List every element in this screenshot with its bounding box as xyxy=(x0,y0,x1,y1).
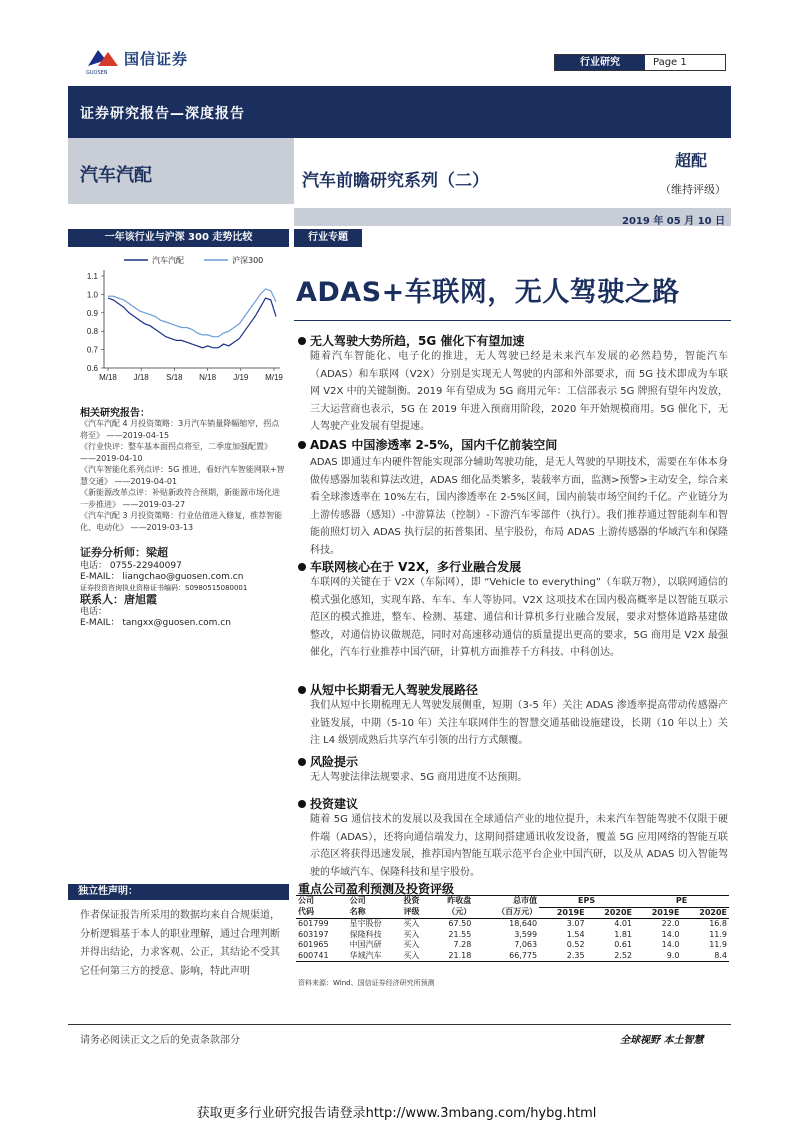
x-tick-label: N/18 xyxy=(199,373,217,382)
table-header-cell: 2020E xyxy=(604,907,633,917)
y-tick-label: 1.0 xyxy=(86,290,98,300)
download-link[interactable]: 获取更多行业研究报告请登录http://www.3mbang.com/hybg.html xyxy=(196,1106,597,1121)
related-item[interactable]: 《汽车汽配 4 月投资策略：3月汽车销量降幅缩窄，拐点将至》 ——2019-04-15 xyxy=(80,419,280,440)
report-tag: 行业专题 xyxy=(294,229,362,247)
table-header-cell: （百万元） xyxy=(497,907,538,917)
related-heading: 相关研究报告： xyxy=(80,408,150,419)
forecast-table xyxy=(296,895,729,962)
x-tick-label: J/19 xyxy=(233,373,249,382)
report-type-title: 证券研究报告—深度报告 xyxy=(80,106,245,122)
table-cell: 星宇股份 xyxy=(349,919,382,928)
table-cell: 买入 xyxy=(403,950,420,960)
bullet-icon xyxy=(298,337,306,345)
bullet-icon xyxy=(298,563,306,571)
table-row xyxy=(296,940,729,951)
series-title: 汽车前瞻研究系列（二） xyxy=(302,171,489,191)
section-text-5: 无人驾驶法律法规要求、5G 商用进度不达预期。 xyxy=(310,772,528,783)
bullet-icon xyxy=(298,800,306,808)
analyst-name: 证券分析师：梁超 xyxy=(80,546,168,559)
table-cell: 22.0 xyxy=(661,919,680,928)
table-header-row xyxy=(296,896,729,908)
header-category-box xyxy=(554,54,726,71)
sector-title: 汽车汽配 xyxy=(80,165,152,186)
table-cell: 18,640 xyxy=(509,919,538,928)
declaration-text: 作者保证报告所采用的数据均来自合规渠道，分析逻辑基于本人的职业理解，通过合理判断并得出结论，力求客观、公正，其结论不受其它任何第三方的授意、影响，特此声明 xyxy=(80,910,280,977)
x-tick-label: J/18 xyxy=(133,373,149,382)
table-header-cell: 2020E xyxy=(699,907,727,917)
x-tick-label: M/19 xyxy=(265,373,283,382)
legend-label: 汽车汽配 xyxy=(152,256,184,265)
table-header-cell: PE xyxy=(634,896,729,908)
table-cell: 601965 xyxy=(298,940,329,949)
section-heading-text: 从短中长期看无人驾驶发展路径 xyxy=(310,683,479,697)
table-cell: 中国汽研 xyxy=(349,940,382,949)
header-category: 行业研究 xyxy=(555,55,645,70)
table-cell: 66,775 xyxy=(509,950,538,960)
contact-name: 联系人：唐旭霞 xyxy=(80,593,157,606)
y-tick-label: 0.9 xyxy=(86,308,98,318)
section-text-1: 随着汽车智能化、电子化的推进，无人驾驶已经是未来汽车发展的必然趋势，智能汽车（ADAS）和车联网（V2X）分别是实现无人驾驶的内部和外部要求，而 5G 技术即成为车联网 V2X 中的关键制衡。2019 年有望成为 5G 商用元年：工信部表示 5G 牌照有望年内发放，三大运营商也表示，5G 在 2019 年进入预商用阶段，2020 年开始规模商用。5G 催化下，无人驾驶产业发展有望提速。 xyxy=(310,351,728,432)
table-cell: 保隆科技 xyxy=(349,929,382,939)
table-header-cell: 名称 xyxy=(349,907,366,917)
table-header-cell: 代码 xyxy=(298,907,314,917)
section-heading-text: ADAS 中国渗透率 2-5%，国内千亿前装空间 xyxy=(310,438,558,452)
series-line-1 xyxy=(108,298,276,348)
table-cell: 11.9 xyxy=(709,940,727,949)
section-heading-2 xyxy=(298,436,557,453)
declaration-heading: 独立性声明： xyxy=(68,884,289,900)
related-item[interactable]: 《汽车汽配 3 月投资策略：行业估值进入修复，推荐智能化、电动化》 ——2019-03-13 xyxy=(80,511,283,532)
section-heading-6 xyxy=(298,795,358,812)
guosen-logo-icon xyxy=(86,46,120,68)
analyst-cert: 证券投资咨询执业资格证书编码：S0980515080001 xyxy=(80,584,248,592)
table-cell: 3,599 xyxy=(514,929,538,939)
contact-email[interactable]: E-MAIL： tangxx@guosen.com.cn xyxy=(80,618,231,628)
legend-label: 沪深300 xyxy=(232,256,264,265)
table-cell: 0.52 xyxy=(566,940,585,949)
footer-disclaimer: 请务必阅读正文之后的免责条款部分 xyxy=(80,1035,240,1046)
table-row xyxy=(296,930,729,941)
series-line-2 xyxy=(108,289,276,337)
table-source: 资料来源：Wind、国信证券经济研究所预测 xyxy=(298,979,435,987)
table-cell: 603197 xyxy=(298,929,329,939)
trend-chart xyxy=(74,250,286,390)
table-header-row xyxy=(296,907,729,919)
logo-en-text: GUOSEN xyxy=(86,70,108,76)
x-tick-label: M/18 xyxy=(99,373,117,382)
page-number: Page 1 xyxy=(653,57,687,68)
table-header-cell: EPS xyxy=(539,896,634,908)
table-cell: 600741 xyxy=(298,950,329,960)
table-cell: 3.07 xyxy=(566,919,585,928)
table-cell: 0.61 xyxy=(614,940,633,949)
table-header-cell: 评级 xyxy=(403,907,420,917)
y-tick-label: 1.1 xyxy=(86,272,98,281)
y-tick-label: 0.6 xyxy=(86,364,98,373)
section-heading-text: 投资建议 xyxy=(310,797,359,811)
table-header-cell: 公司 xyxy=(349,896,366,906)
report-date: 2019 年 05 月 10 日 xyxy=(622,216,726,227)
rating-main: 超配 xyxy=(675,151,708,170)
table-header-cell: 2019E xyxy=(556,907,585,917)
related-item[interactable]: 《汽车智能化系列点评：5G 推进，看好汽车智能网联+智慧交通》 ——2019-04-01 xyxy=(80,465,285,486)
table-cell: 7,063 xyxy=(514,940,538,949)
table-cell: 买入 xyxy=(403,940,420,949)
table-header-cell: 2019E xyxy=(651,907,680,917)
section-heading-3 xyxy=(298,558,521,575)
table-cell: 14.0 xyxy=(661,929,680,939)
table-cell: 11.9 xyxy=(709,929,727,939)
bullet-icon xyxy=(298,441,306,449)
table-header-cell: 昨收盘 xyxy=(447,896,472,906)
table-cell: 14.0 xyxy=(661,940,680,949)
table-header-cell: 总市值 xyxy=(513,896,538,906)
section-text-2: ADAS 即通过车内硬件智能实现部分辅助驾驶功能，是无人驾驶的早期技术，需要在车体本身做传感器加装和算法改进，ADAS 细化品类繁多，装载率方面，监测>预警>主动安全，综合来看全球渗透率在 10%左右，国内渗透率在 2-5%区间，国内前装市场空间约千亿。产业链分为上游传感器（感知）-中游算法（控制）-下游汽车零部件（执行）。我们推荐通过智能刹车和智能前照灯切入 ADAS 执行层的拓普集团、星宇股份，布局 ADAS 上游传感器的华域汽车和保隆科技。 xyxy=(310,457,728,556)
rating-sub: （维持评级） xyxy=(660,183,726,196)
chart-caption: 一年该行业与沪深 300 走势比较 xyxy=(68,229,289,247)
table-cell: 601799 xyxy=(298,919,329,928)
y-tick-label: 0.8 xyxy=(86,327,98,337)
related-item[interactable]: 《新能源改革点评：补贴新政符合预期，新能源市场化进一步推进》 ——2019-03-27 xyxy=(80,488,280,509)
logo-text: 国信证券 xyxy=(124,50,189,68)
section-heading-1 xyxy=(298,332,524,349)
table-header-cell: 投资 xyxy=(403,896,420,906)
table-cell: 7.28 xyxy=(453,940,472,949)
table-cell: 8.4 xyxy=(714,950,727,960)
section-heading-text: 车联网核心在于 V2X，多行业融合发展 xyxy=(310,560,522,574)
bullet-icon xyxy=(298,758,306,766)
analyst-email[interactable]: E-MAIL： liangchao@guosen.com.cn xyxy=(80,572,244,582)
footer-slogan: 全球视野 本土智慧 xyxy=(620,1035,704,1046)
table-cell: 67.50 xyxy=(448,919,472,928)
table-cell: 21.18 xyxy=(448,950,472,960)
section-heading-text: 风险提示 xyxy=(310,755,359,769)
table-row xyxy=(296,919,729,930)
table-header-cell: 公司 xyxy=(298,896,314,906)
analyst-phone: 电话： 0755-22940097 xyxy=(80,561,182,571)
table-cell: 2.52 xyxy=(614,950,633,960)
y-tick-label: 0.7 xyxy=(86,345,98,355)
table-cell: 华域汽车 xyxy=(349,950,382,960)
table-header-cell: （元） xyxy=(447,907,472,917)
table-title: 重点公司盈利预测及投资评级 xyxy=(298,882,455,896)
section-text-3: 车联网的关键在于 V2X（车际网），即 “Vehicle to everything”（车联万物），以联网通信的模式强化感知，实现车路、车车、车人等协同。V2X 这项技术在国内极高概率是以智能互联示范区的模式推进，整车、检测、基建、通信和计算机多行业融合发展，要求对整体道路基建做整改，对通信协议做规范，同时对高速移动通信的质量提出更高的要求，5G 商用是 V2X 最强催化，汽车行业推荐中国汽研，计算机方面推荐千方科技、中科创达。 xyxy=(310,577,728,658)
section-heading-text: 无人驾驶大势所趋，5G 催化下有望加速 xyxy=(310,334,525,348)
table-cell: 买入 xyxy=(403,929,420,939)
headline-rule xyxy=(294,320,731,321)
contact-phone: 电话： xyxy=(80,607,108,617)
section-heading-4 xyxy=(298,681,478,698)
footer-rule xyxy=(68,1024,731,1025)
table-cell: 4.01 xyxy=(614,919,633,928)
bullet-icon xyxy=(298,686,306,694)
related-item[interactable]: 《行业快评：整车基本面拐点将至，二季度加强配置》 ——2019-04-10 xyxy=(80,442,272,463)
x-tick-label: S/18 xyxy=(166,373,183,382)
table-cell: 2.35 xyxy=(566,950,585,960)
table-row xyxy=(296,951,729,962)
table-cell: 9.0 xyxy=(666,950,680,960)
headline: ADAS+车联网，无人驾驶之路 xyxy=(296,277,680,308)
table-cell: 16.8 xyxy=(709,919,727,928)
table-cell: 1.54 xyxy=(566,929,585,939)
section-text-6: 随着 5G 通信技术的发展以及我国在全球通信产业的地位提升，未来汽车智能驾驶不仅限于硬件端（ADAS），还将向通信端发力，这期间搭建通讯收发设备，覆盖 5G 应用网络的智能互联示范区将获得迅速发展，推荐国内智能互联示范平台企业中国汽研，以及从 ADAS 切入智能驾驶的华域汽车、保隆科技和星宇股份。 xyxy=(310,814,728,878)
section-text-4: 我们从短中长期梳理无人驾驶发展侧重，短期（3-5 年）关注 ADAS 渗透率提高带动传感器产业链发展，中期（5-10 年）关注车联网伴生的智慧交通基础设施建设，长期（10 年以上）关注 L4 级别成熟后共享汽车引领的出行方式颠覆。 xyxy=(310,700,728,746)
table-cell: 1.81 xyxy=(614,929,633,939)
table-cell: 买入 xyxy=(403,919,420,928)
table-cell: 21.55 xyxy=(448,929,472,939)
section-heading-5 xyxy=(298,753,358,770)
